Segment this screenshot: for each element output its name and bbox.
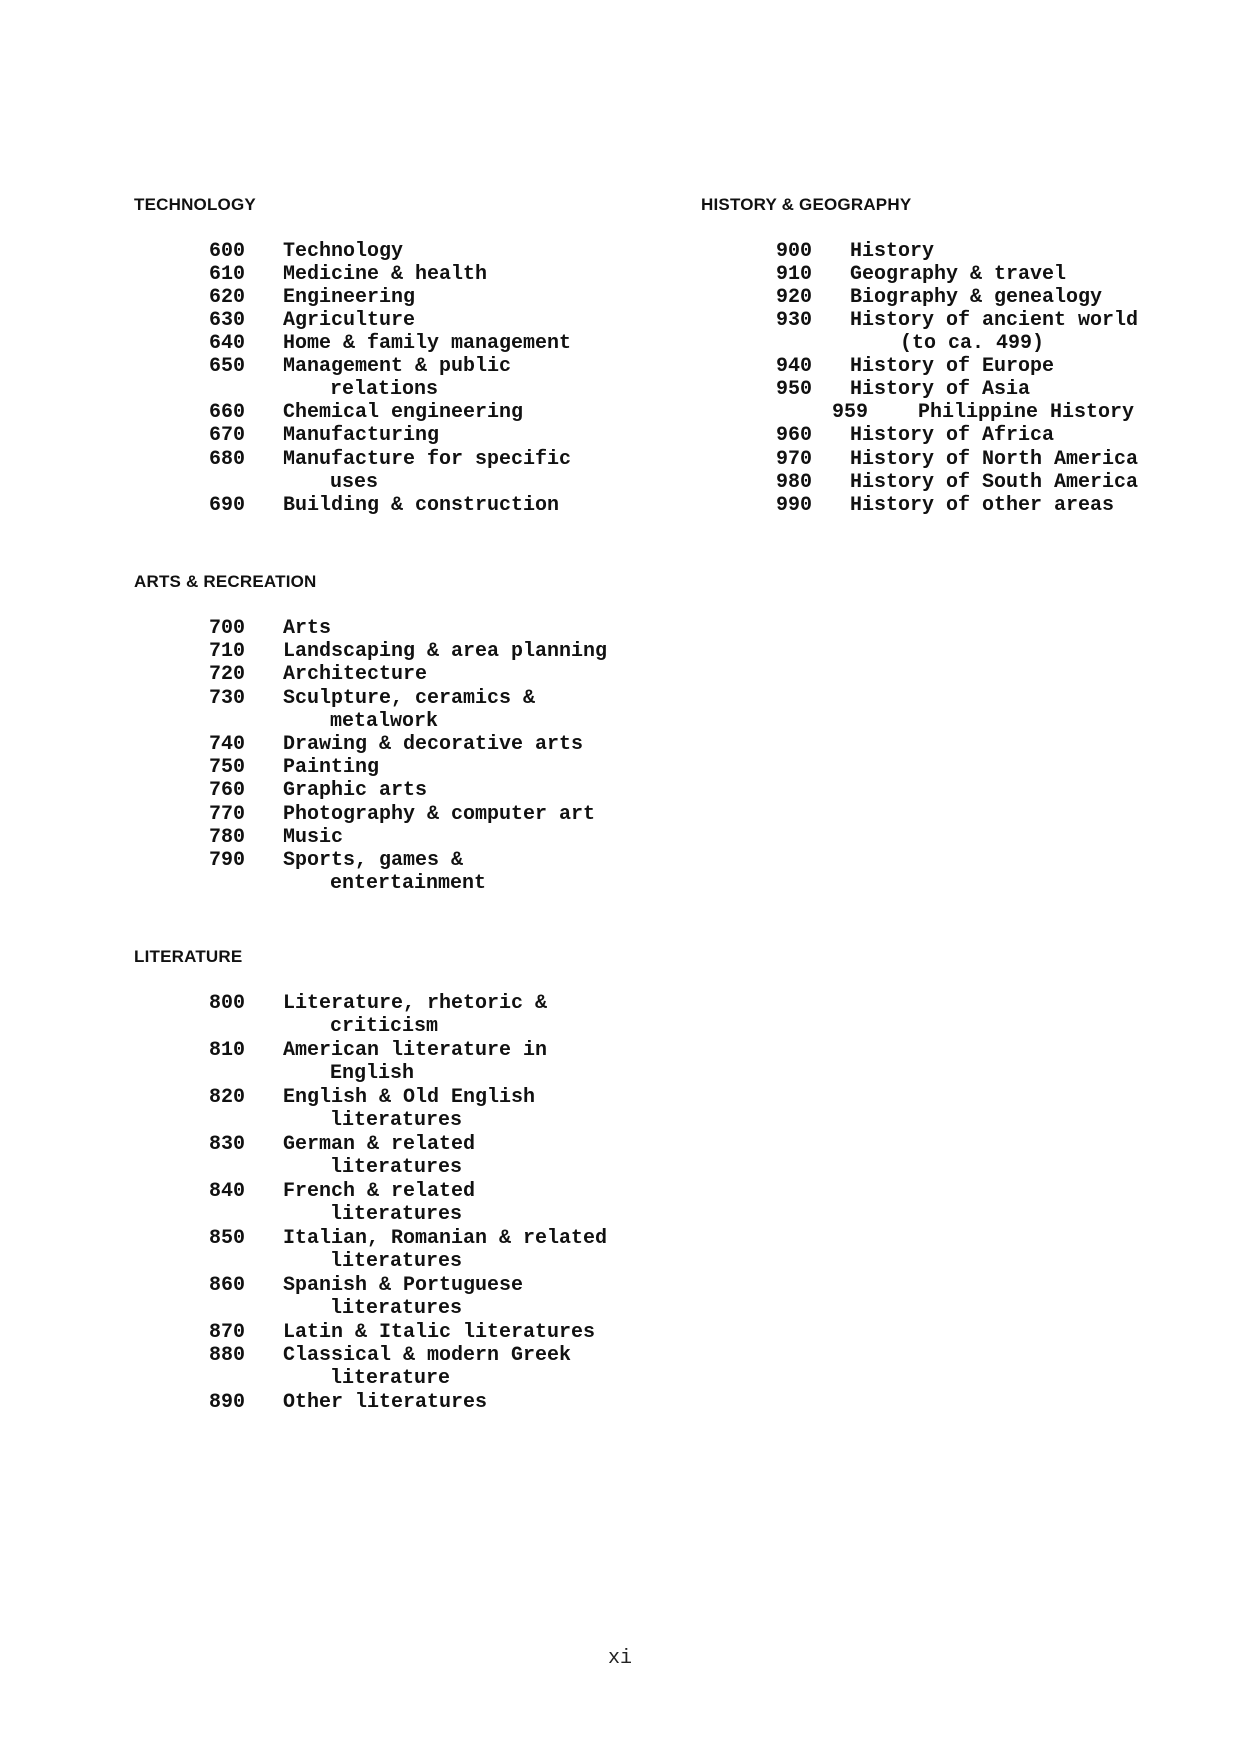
class-code: 900 <box>776 240 813 263</box>
section-heading-history-geography: HISTORY & GEOGRAPHY <box>701 195 912 214</box>
class-code: 720 <box>209 663 246 686</box>
class-code: 920 <box>776 286 813 309</box>
class-label-continuation: relations <box>330 378 439 401</box>
class-code: 660 <box>209 401 246 424</box>
class-code: 970 <box>776 448 813 471</box>
section-heading-technology: TECHNOLOGY <box>134 195 256 214</box>
class-label-continuation: (to ca. 499) <box>900 332 1045 355</box>
class-code: 880 <box>209 1344 246 1367</box>
class-label: Graphic arts <box>283 779 428 802</box>
class-label: French & related <box>283 1180 476 1203</box>
class-label: History of Asia <box>850 378 1031 401</box>
class-label: Sculpture, ceramics & <box>283 687 536 710</box>
class-label: Latin & Italic literatures <box>283 1321 596 1344</box>
section-heading-literature: LITERATURE <box>134 947 243 966</box>
class-code: 940 <box>776 355 813 378</box>
class-label: Spanish & Portuguese <box>283 1274 524 1297</box>
class-label: Management & public <box>283 355 512 378</box>
class-code: 850 <box>209 1227 246 1250</box>
class-code: 730 <box>209 687 246 710</box>
section-heading-arts-recreation: ARTS & RECREATION <box>134 572 317 591</box>
class-label: English & Old English <box>283 1086 536 1109</box>
class-label: Drawing & decorative arts <box>283 733 584 756</box>
class-label-continuation: literatures <box>330 1297 463 1320</box>
class-label: Philippine History <box>918 401 1135 424</box>
class-label: American literature in <box>283 1039 548 1062</box>
class-label: History of South America <box>850 471 1139 494</box>
class-label: Architecture <box>283 663 428 686</box>
class-label: Other literatures <box>283 1391 488 1414</box>
class-code: 630 <box>209 309 246 332</box>
class-code: 610 <box>209 263 246 286</box>
class-label: Building & construction <box>283 494 560 517</box>
class-code: 640 <box>209 332 246 355</box>
class-label: Manufacturing <box>283 424 440 447</box>
class-code: 780 <box>209 826 246 849</box>
class-label-continuation: entertainment <box>330 872 487 895</box>
class-label: Engineering <box>283 286 416 309</box>
class-code: 800 <box>209 992 246 1015</box>
class-code: 670 <box>209 424 246 447</box>
class-label: Arts <box>283 617 332 640</box>
class-code: 760 <box>209 779 246 802</box>
class-code: 890 <box>209 1391 246 1414</box>
class-label: Home & family management <box>283 332 572 355</box>
class-label: History of Africa <box>850 424 1055 447</box>
class-label: History <box>850 240 935 263</box>
class-label: Medicine & health <box>283 263 488 286</box>
class-label: Chemical engineering <box>283 401 524 424</box>
class-label-continuation: criticism <box>330 1015 439 1038</box>
class-label: Geography & travel <box>850 263 1067 286</box>
class-code: 820 <box>209 1086 246 1109</box>
class-code: 870 <box>209 1321 246 1344</box>
class-label: Painting <box>283 756 380 779</box>
class-label: History of Europe <box>850 355 1055 378</box>
class-code: 990 <box>776 494 813 517</box>
class-code: 750 <box>209 756 246 779</box>
class-code: 620 <box>209 286 246 309</box>
class-label: Photography & computer art <box>283 803 596 826</box>
class-code: 740 <box>209 733 246 756</box>
class-label: History of other areas <box>850 494 1115 517</box>
class-label: Technology <box>283 240 404 263</box>
class-code: 710 <box>209 640 246 663</box>
class-code: 959 <box>832 401 869 424</box>
class-code: 650 <box>209 355 246 378</box>
class-code: 840 <box>209 1180 246 1203</box>
class-label: Literature, rhetoric & <box>283 992 548 1015</box>
class-label-continuation: literatures <box>330 1156 463 1179</box>
class-code: 790 <box>209 849 246 872</box>
class-label: Sports, games & <box>283 849 464 872</box>
class-label-continuation: metalwork <box>330 710 439 733</box>
class-label: Agriculture <box>283 309 416 332</box>
class-code: 700 <box>209 617 246 640</box>
class-code: 690 <box>209 494 246 517</box>
class-label: Classical & modern Greek <box>283 1344 572 1367</box>
class-code: 930 <box>776 309 813 332</box>
class-label: Manufacture for specific <box>283 448 572 471</box>
class-label: Landscaping & area planning <box>283 640 608 663</box>
class-code: 770 <box>209 803 246 826</box>
class-code: 910 <box>776 263 813 286</box>
class-label-continuation: English <box>330 1062 415 1085</box>
class-code: 860 <box>209 1274 246 1297</box>
class-label: Music <box>283 826 344 849</box>
class-code: 980 <box>776 471 813 494</box>
class-label: German & related <box>283 1133 476 1156</box>
class-label: History of North America <box>850 448 1139 471</box>
class-code: 680 <box>209 448 246 471</box>
page-number: xi <box>607 1647 632 1670</box>
class-code: 830 <box>209 1133 246 1156</box>
class-label: Biography & genealogy <box>850 286 1103 309</box>
class-label: History of ancient world <box>850 309 1139 332</box>
class-code: 950 <box>776 378 813 401</box>
class-label-continuation: uses <box>330 471 379 494</box>
class-code: 810 <box>209 1039 246 1062</box>
class-code: 600 <box>209 240 246 263</box>
class-label-continuation: literatures <box>330 1203 463 1226</box>
class-label-continuation: literatures <box>330 1109 463 1132</box>
class-label-continuation: literatures <box>330 1250 463 1273</box>
class-label: Italian, Romanian & related <box>283 1227 608 1250</box>
class-code: 960 <box>776 424 813 447</box>
class-label-continuation: literature <box>330 1367 451 1390</box>
